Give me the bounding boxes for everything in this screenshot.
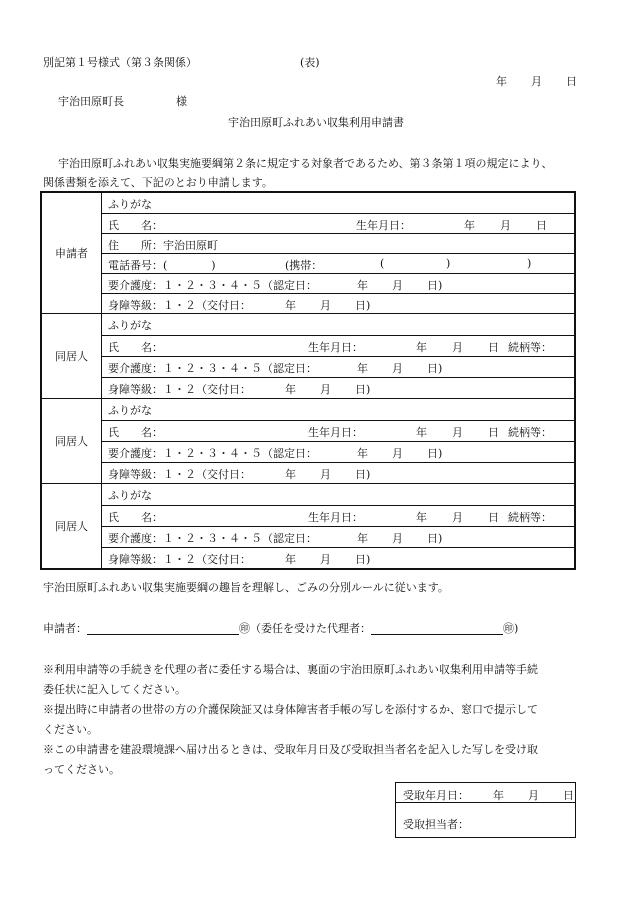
agent-sign-label: （委任を受けた代理者： — [250, 622, 371, 635]
care-month: 月 — [392, 447, 403, 460]
disability-label: 身障等級：１・２（交付日： — [108, 553, 251, 566]
cohabitant-care-row[interactable] — [102, 441, 574, 462]
dis-day: 日) — [355, 383, 371, 396]
cohabitant-care-row[interactable] — [102, 356, 574, 377]
pledge-text: 宇治田原町ふれあい収集実施要綱の趣旨を理解し、ごみの分別ルールに従います。 — [43, 581, 449, 594]
cohabitant-furigana-row[interactable] — [102, 314, 574, 335]
note-3-line-1: ※この申請書を建設環境課へ届け出るときは、受取年月日及び受取担当者名を記入した写しを受け取 — [43, 743, 538, 756]
applicant-name-row[interactable] — [102, 213, 574, 233]
note-2-line-1: ※提出時に申請者の世帯の方の介護保険証又は身体障害者手帳の写しを添付するか、窓口で提示して — [43, 703, 538, 716]
care-year: 年 — [357, 532, 368, 545]
form-number: 別記第１号様式（第３条関係） — [43, 56, 197, 69]
care-label: 要介護度：１・２・３・４・５（認定日： — [108, 532, 317, 545]
intro-line-2: 関係書類を添えて、下記のとおり申請します。 — [43, 176, 273, 189]
dis-day: 日) — [355, 553, 371, 566]
header-date-month: 月 — [531, 75, 542, 88]
name-label: 氏 名： — [108, 219, 163, 232]
mobile-open: ( — [380, 257, 385, 270]
birth-day: 日 — [488, 511, 499, 524]
cohabitant-disability-row[interactable] — [102, 377, 574, 398]
intro-line-1: 宇治田原町ふれあい収集実施要綱第２条に規定する対象者であるため、第３条第１項の規定により、 — [58, 157, 553, 170]
birth-day: 日 — [488, 341, 499, 354]
dis-month: 月 — [320, 468, 331, 481]
cohabitant-label: 同居人 — [42, 484, 102, 568]
mobile-close-2: ) — [527, 257, 532, 270]
birth-day: 日 — [488, 426, 499, 439]
furigana-label: ふりがな — [108, 404, 152, 417]
note-2-line-2: ください。 — [43, 723, 98, 736]
cohabitant-name-row[interactable] — [102, 420, 574, 441]
birth-month: 月 — [452, 341, 463, 354]
receipt-month: 月 — [528, 789, 539, 802]
agent-seal-mark: ㊞) — [503, 622, 519, 635]
receipt-day: 日 — [563, 789, 574, 802]
note-3-line-2: ってください。 — [43, 763, 120, 776]
dis-day: 日) — [355, 299, 371, 312]
birth-month: 月 — [452, 426, 463, 439]
disability-label: 身障等級：１・２（交付日： — [108, 299, 251, 312]
applicant-care-row[interactable] — [102, 273, 574, 293]
header-date-year: 年 — [496, 75, 507, 88]
cohabitant-disability-row[interactable] — [102, 547, 574, 568]
dis-month: 月 — [320, 299, 331, 312]
name-label: 氏 名： — [108, 426, 163, 439]
care-day: 日) — [427, 447, 443, 460]
care-year: 年 — [357, 447, 368, 460]
relation-label: 続柄等： — [508, 511, 552, 524]
birth-year: 年 — [464, 219, 475, 232]
birth-year: 年 — [416, 341, 427, 354]
application-table — [40, 191, 576, 570]
dis-month: 月 — [320, 553, 331, 566]
cohabitant-section — [42, 313, 574, 398]
furigana-label: ふりがな — [108, 489, 152, 502]
cohabitant-label: 同居人 — [42, 314, 102, 398]
applicant-sign-label: 申請者： — [43, 622, 87, 635]
name-label: 氏 名： — [108, 511, 163, 524]
applicant-address-row[interactable] — [102, 233, 574, 253]
receipt-box — [395, 782, 576, 838]
cohabitant-furigana-row[interactable] — [102, 484, 574, 505]
applicant-disability-row[interactable] — [102, 293, 574, 313]
note-1-line-2: 委任状に記入してください。 — [43, 683, 186, 696]
agent-sign-field[interactable] — [371, 623, 503, 635]
applicant-section — [42, 193, 574, 313]
signature-line — [43, 622, 518, 635]
applicant-sign-field[interactable] — [87, 623, 239, 635]
dis-year: 年 — [285, 553, 296, 566]
birth-month: 月 — [452, 511, 463, 524]
cohabitant-section — [42, 398, 574, 483]
furigana-label: ふりがな — [108, 319, 152, 332]
cohabitant-care-row[interactable] — [102, 526, 574, 547]
care-year: 年 — [357, 362, 368, 375]
care-label: 要介護度：１・２・３・４・５（認定日： — [108, 447, 317, 460]
birth-label: 生年月日： — [308, 426, 363, 439]
cohabitant-furigana-row[interactable] — [102, 399, 574, 420]
birth-label: 生年月日： — [356, 219, 411, 232]
dis-day: 日) — [355, 468, 371, 481]
care-day: 日) — [427, 362, 443, 375]
care-day: 日) — [427, 279, 443, 292]
disability-label: 身障等級：１・２（交付日： — [108, 383, 251, 396]
care-month: 月 — [392, 532, 403, 545]
note-1-line-1: ※利用申請等の手続きを代理の者に委任する場合は、裏面の宇治田原町ふれあい収集利用申請等手続 — [43, 663, 538, 676]
receipt-staff-label: 受取担当者： — [403, 818, 469, 831]
phone-label: 電話番号：( ) — [108, 259, 216, 272]
care-month: 月 — [392, 362, 403, 375]
relation-label: 続柄等： — [508, 341, 552, 354]
birth-label: 生年月日： — [308, 341, 363, 354]
relation-label: 続柄等： — [508, 426, 552, 439]
address-label: 住 所：宇治田原町 — [108, 239, 218, 252]
care-day: 日) — [427, 532, 443, 545]
mobile-label: (携帯： — [285, 259, 323, 272]
dis-year: 年 — [285, 468, 296, 481]
cohabitant-disability-row[interactable] — [102, 462, 574, 483]
dis-year: 年 — [285, 383, 296, 396]
cohabitant-name-row[interactable] — [102, 505, 574, 526]
addressee-honorific: 様 — [176, 95, 187, 108]
birth-year: 年 — [416, 426, 427, 439]
care-label: 要介護度：１・２・３・４・５（認定日： — [108, 279, 317, 292]
receipt-year: 年 — [493, 789, 504, 802]
birth-day: 日 — [536, 219, 547, 232]
birth-month: 月 — [500, 219, 511, 232]
header-date-day: 日 — [566, 75, 577, 88]
birth-label: 生年月日： — [308, 511, 363, 524]
cohabitant-name-row[interactable] — [102, 335, 574, 356]
mobile-close-1: ) — [446, 257, 451, 270]
dis-year: 年 — [285, 299, 296, 312]
care-year: 年 — [357, 279, 368, 292]
form-side: (表) — [300, 56, 320, 69]
addressee: 宇治田原町長 — [58, 95, 124, 108]
page-title: 宇治田原町ふれあい収集利用申請書 — [228, 116, 404, 129]
applicant-phone-row[interactable] — [102, 253, 574, 273]
cohabitant-label: 同居人 — [42, 399, 102, 483]
applicant-label: 申請者 — [42, 193, 102, 313]
receipt-date-label: 受取年月日： — [403, 789, 469, 802]
care-label: 要介護度：１・２・３・４・５（認定日： — [108, 362, 317, 375]
furigana-label: ふりがな — [108, 198, 152, 211]
dis-month: 月 — [320, 383, 331, 396]
cohabitant-section — [42, 483, 574, 568]
birth-year: 年 — [416, 511, 427, 524]
disability-label: 身障等級：１・２（交付日： — [108, 468, 251, 481]
applicant-furigana-row[interactable] — [102, 193, 574, 213]
seal-mark: ㊞ — [239, 622, 250, 635]
care-month: 月 — [392, 279, 403, 292]
name-label: 氏 名： — [108, 341, 163, 354]
